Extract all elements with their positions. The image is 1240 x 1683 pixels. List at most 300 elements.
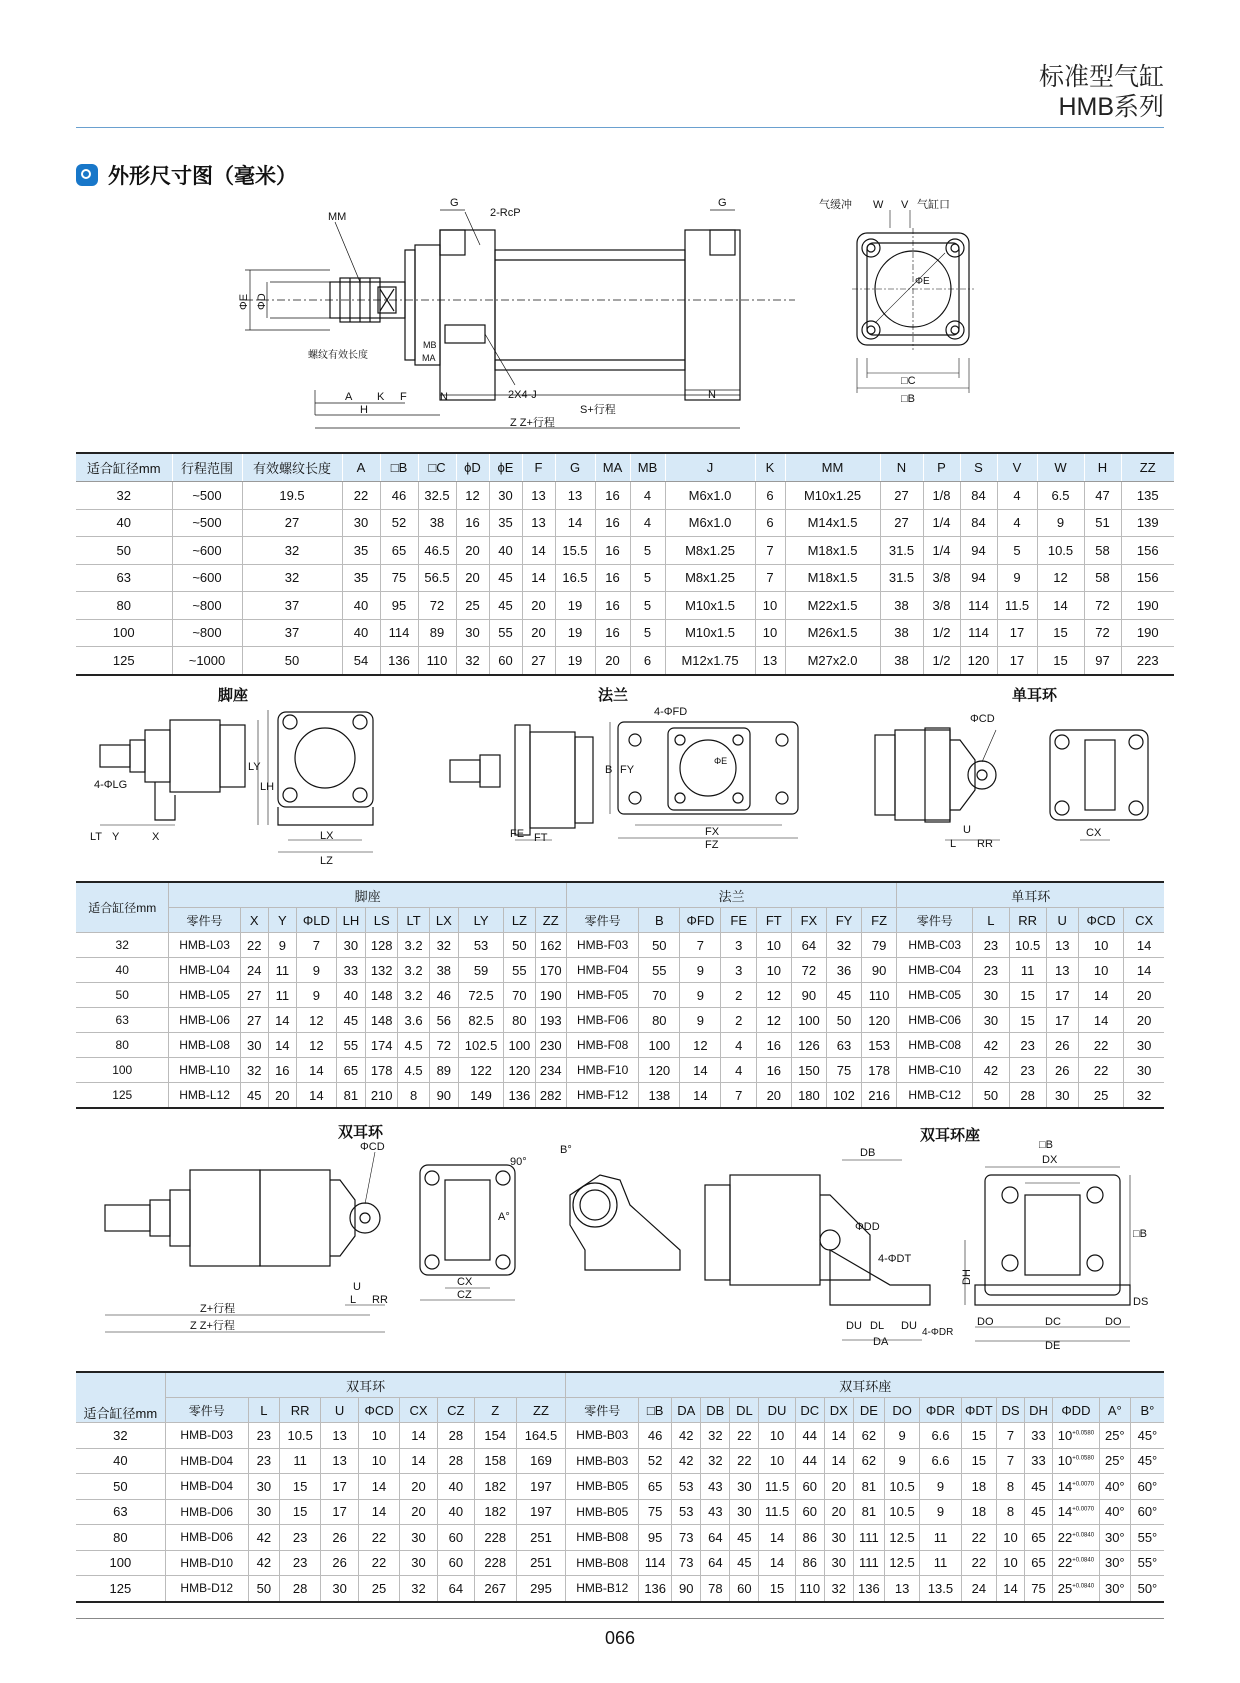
label-k: K [377,391,385,403]
table-cell: 13 [884,1576,919,1602]
label-ly: LY [248,761,261,773]
table-cell: 40 [489,537,522,565]
table-cell: 15 [961,1448,996,1474]
tolerance-upper: +0.084 [1072,1557,1091,1564]
table-cell: 23 [1009,1058,1046,1083]
table-cell: 15 [1009,1008,1046,1033]
table2-header-row [76,908,1164,933]
table-cell: 19 [555,592,595,620]
table-cell: HMB-D03 [165,1423,248,1449]
table-cell: 23 [248,1423,279,1449]
table-cell: 55° [1130,1550,1164,1576]
table-cell: 16 [268,1058,296,1083]
table-cell: 13 [555,482,595,510]
double-ear-base-drawing [498,1135,1160,1355]
table-cell: 32 [701,1448,730,1474]
table-cell: 4.5 [398,1058,429,1083]
table-cell: 27 [240,983,268,1008]
table2-header: 零件号 [897,908,973,933]
table-cell: HMB-L10 [169,1058,240,1083]
table1-header: 适合缸径mm [76,453,172,482]
table-cell: 2 [721,983,757,1008]
table-cell: 50 [242,647,342,675]
table-cell: 30 [1124,1058,1164,1083]
table-cell: 17 [1046,983,1078,1008]
table-cell: 110 [418,647,456,675]
single-ear-drawing [870,700,1160,860]
label-w: W [873,199,884,211]
label-do-right: DO [1105,1316,1122,1328]
table-cell: 9 [296,983,336,1008]
table-cell: 156 [1121,564,1174,592]
table-cell: HMB-F10 [566,1058,638,1083]
table3-header: □B [639,1398,672,1423]
table-cell: 80 [76,592,172,620]
table-cell: 22 [358,1525,400,1551]
table-cell: HMB-F05 [566,983,638,1008]
table-cell: 40 [76,509,172,537]
table-cell: HMB-L05 [169,983,240,1008]
table2-header: Y [268,908,296,933]
label-lt: LT [90,831,103,843]
table-cell: 50 [504,933,535,958]
table-cell: 3.2 [398,983,429,1008]
table-cell: 139 [1121,509,1174,537]
table-cell: 33 [336,958,365,983]
table2-header: FT [757,908,792,933]
table2-header: 零件号 [566,908,638,933]
table-cell: 125 [76,1083,169,1109]
table-cell: HMB-D06 [165,1525,248,1551]
table-cell: ~600 [172,564,242,592]
table-cell: 30 [730,1499,759,1525]
table-cell: 53 [672,1474,701,1500]
table-cell: 4 [630,509,665,537]
table-cell: 22 [358,1550,400,1576]
table-cell: 111 [853,1550,884,1576]
table-cell: M18x1.5 [785,537,880,565]
table-cell: 75 [827,1058,862,1083]
table-cell: 3/8 [923,592,960,620]
table-cell: 13 [1046,933,1078,958]
table-cell: 24 [240,958,268,983]
table-cell: 136 [380,647,418,675]
table-cell: 148 [365,983,397,1008]
table-cell: HMB-C12 [897,1083,973,1109]
table-cell: M10x1.5 [665,619,755,647]
table-cell: 102.5 [458,1033,503,1058]
table-cell: 10 [757,933,792,958]
table2-header: FE [721,908,757,933]
table-cell: 100 [76,1058,169,1083]
table-cell: 60 [795,1499,824,1525]
table-row [76,983,1164,1008]
tolerance-upper: +0.007 [1072,1481,1091,1488]
table-cell: 7 [997,1448,1025,1474]
table-cell: 56.5 [418,564,456,592]
table-cell: 13 [321,1448,358,1474]
table-cell: 45 [730,1550,759,1576]
label-n-right: N [708,389,716,401]
table-cell: 32 [242,564,342,592]
table-cell: 2 [721,1008,757,1033]
table-cell: 16 [595,619,630,647]
table-cell: 11 [268,958,296,983]
table-cell: 16 [757,1058,792,1083]
table-cell: 153 [861,1033,897,1058]
table-cell: HMB-D12 [165,1576,248,1602]
table1-header: F [522,453,555,482]
label-double-z: Z+行程 [200,1303,236,1315]
tolerance-cell [1053,1448,1100,1474]
table-cell: 30° [1099,1550,1130,1576]
table1-header: □B [380,453,418,482]
title-flange: 法兰 [598,687,629,704]
table-cell: 136 [504,1083,535,1109]
table-cell: 13.5 [920,1576,962,1602]
table2-group-single-ear: 单耳环 [897,882,1164,908]
table-cell: HMB-B03 [566,1423,639,1449]
tolerance-cell [1053,1525,1100,1551]
table-cell: 46 [380,482,418,510]
tolerance-lower: 0 [1090,1557,1095,1564]
dimension-table-main [76,452,1174,676]
table-cell: 31.5 [880,537,923,565]
table2-header: FX [791,908,827,933]
table-cell: 90 [791,983,827,1008]
table-cell: 3.2 [398,958,429,983]
label-a: A [345,391,353,403]
table3-header-row [76,1398,1164,1423]
table1-header: H [1084,453,1121,482]
table-cell: 72.5 [458,983,503,1008]
table-cell: 15 [1037,647,1084,675]
table-cell: 37 [242,619,342,647]
table2-group-row [76,882,1164,908]
table-cell: 23 [1009,1033,1046,1058]
table-cell: 15 [759,1576,795,1602]
table-cell: 10 [1078,933,1123,958]
table-cell: 14 [759,1525,795,1551]
table-cell: 8 [398,1083,429,1109]
label-f: F [400,391,407,403]
label-g-right: G [718,197,727,209]
table-cell: 13 [755,647,785,675]
table-cell: 149 [458,1083,503,1109]
table-cell: 30 [489,482,522,510]
table3-header: DB [701,1398,730,1423]
table-cell: 60 [795,1474,824,1500]
label-single-u: U [963,824,971,836]
table-cell: 228 [475,1525,517,1551]
table-cell: 20 [757,1083,792,1109]
tolerance-lower: 0 [1090,1430,1095,1437]
table-cell: 30 [240,1033,268,1058]
table-cell: 197 [516,1499,566,1525]
table-cell: 81 [336,1083,365,1109]
table-cell: 132 [365,958,397,983]
section-bullet-icon [76,164,98,186]
main-cylinder-drawing [238,197,800,440]
table-cell: 63 [76,1499,165,1525]
table-cell: 12 [757,1008,792,1033]
tolerance-base: 22 [1057,1555,1073,1571]
table-cell: 27 [242,509,342,537]
table-cell: 12.5 [884,1525,919,1551]
table-cell: 50 [973,1083,1010,1109]
table-cell: 55° [1130,1525,1164,1551]
table-cell: 17 [997,619,1037,647]
table-cell: 44 [795,1423,824,1449]
table-cell: 125 [76,647,172,675]
label-de: DE [1045,1340,1061,1352]
table-cell: 30 [1046,1083,1078,1109]
table-cell: 7 [755,537,785,565]
table-cell: 65 [639,1474,672,1500]
table-cell: 1/4 [923,537,960,565]
table1-header: ϕD [456,453,489,482]
table-cell: 43 [701,1474,730,1500]
table-cell: 114 [960,619,997,647]
table1-header-row [76,453,1174,482]
table-cell: HMB-B05 [566,1474,639,1500]
title-double-ear: 双耳环 [338,1124,384,1141]
table-cell: 228 [475,1550,517,1576]
table-cell: 45 [240,1083,268,1109]
header-divider [76,127,1164,128]
table-cell: 15 [1009,983,1046,1008]
label-ma: MA [422,353,436,363]
title-single-ear: 单耳环 [1012,687,1058,704]
table-row [76,933,1164,958]
label-dh: DH [961,1269,973,1285]
table-cell: 14 [296,1083,336,1109]
table-cell: 10 [358,1448,400,1474]
label-base-sq-b-side: □B [1133,1228,1147,1240]
table-cell: 11 [268,983,296,1008]
table-cell: 216 [861,1083,897,1109]
table-cell: 16 [757,1033,792,1058]
table-cell: HMB-D04 [165,1474,248,1500]
label-x: X [152,831,160,843]
table-cell: HMB-L06 [169,1008,240,1033]
title-double-ear-base: 双耳环座 [920,1127,981,1144]
label-double-rr: RR [372,1294,388,1306]
table-cell: 7 [755,564,785,592]
label-2x4-j: 2X4-J [508,389,537,401]
table-cell: 14 [268,1008,296,1033]
table-cell: 11 [920,1550,962,1576]
table-cell: 22 [240,933,268,958]
table-cell: 9 [997,564,1037,592]
table-cell: 45 [336,1008,365,1033]
table-cell: 47 [1084,482,1121,510]
table-cell: 13 [522,509,555,537]
table-cell: 23 [973,933,1010,958]
table-cell: HMB-L12 [169,1083,240,1109]
table-cell: 30 [730,1474,759,1500]
table1-header: W [1037,453,1084,482]
table-row [76,1525,1164,1551]
table-cell: 30° [1099,1576,1130,1602]
table-cell: 27 [240,1008,268,1033]
table-cell: 55 [639,958,680,983]
tolerance-lower: 0 [1090,1583,1095,1590]
table-cell: 15 [279,1474,321,1500]
table2-group-foot: 脚座 [169,882,567,908]
table-cell: 122 [458,1058,503,1083]
table1-header: A [342,453,380,482]
table-cell: 14 [268,1033,296,1058]
table-cell: 7 [997,1423,1025,1449]
table-cell: HMB-C04 [897,958,973,983]
table2-header: RR [1009,908,1046,933]
label-phi-d: ΦD [256,293,268,310]
table3-header: DO [884,1398,919,1423]
table1-header: MA [595,453,630,482]
table-cell: 190 [1121,619,1174,647]
table-cell: 50 [76,1474,165,1500]
table-cell: HMB-D10 [165,1550,248,1576]
table-cell: 102 [827,1083,862,1109]
table-cell: 23 [279,1550,321,1576]
title-foot: 脚座 [218,687,249,704]
label-cushion: 气缓冲 [819,199,852,211]
label-h: H [360,404,368,416]
table3-header: ΦCD [358,1398,400,1423]
table-cell: 17 [321,1499,358,1525]
table3-header: Z [475,1398,517,1423]
table-cell: 12 [296,1008,336,1033]
table2-header: CX [1124,908,1164,933]
table-cell: 81 [853,1474,884,1500]
label-dt: 4-ΦDT [878,1253,912,1265]
table3-header: ΦDD [1053,1398,1100,1423]
table-cell: 7 [721,1083,757,1109]
table-cell: 30 [342,509,380,537]
table-cell: 45 [1025,1499,1053,1525]
table2-header: LH [336,908,365,933]
table-cell: 62 [853,1423,884,1449]
table-cell: 11 [1009,958,1046,983]
table-cell: 64 [437,1576,474,1602]
table-cell: 251 [516,1525,566,1551]
table-cell: 38 [418,509,456,537]
label-fx: FX [705,826,720,838]
table-cell: 10 [997,1525,1025,1551]
table1-header: K [755,453,785,482]
table-cell: 4 [630,482,665,510]
table-cell: 22 [961,1550,996,1576]
table2-header: ZZ [535,908,566,933]
table3-header: DU [759,1398,795,1423]
table-cell: HMB-F08 [566,1033,638,1058]
label-single-l: L [950,838,957,850]
table-cell: 58 [1084,564,1121,592]
table-cell: 75 [639,1499,672,1525]
table-cell: 90 [429,1083,458,1109]
table-cell: 80 [504,1008,535,1033]
table-cell: 30 [824,1525,853,1551]
table-cell: M14x1.5 [785,509,880,537]
table-cell: 234 [535,1058,566,1083]
table-cell: 11.5 [997,592,1037,620]
table-cell: 58 [1084,537,1121,565]
table-cell: 30 [321,1576,358,1602]
table-cell: 114 [960,592,997,620]
table-cell: 25 [358,1576,400,1602]
table-cell: 42 [973,1033,1010,1058]
table-cell: 32 [240,1058,268,1083]
table-cell: 26 [1046,1033,1078,1058]
table-row [76,1448,1164,1474]
table-cell: 50 [76,983,169,1008]
label-du-left: DU [846,1320,862,1332]
table-cell: 72 [418,592,456,620]
table-cell: 60 [437,1525,474,1551]
label-b-deg: B° [560,1144,572,1156]
table-cell: 63 [76,1008,169,1033]
table-cell: 38 [880,619,923,647]
table-cell: 6.6 [920,1448,962,1474]
table-cell: 100 [504,1033,535,1058]
table-cell: 14 [680,1058,721,1083]
table-cell: 12 [680,1033,721,1058]
table3-header: CX [400,1398,437,1423]
table3-header: A° [1099,1398,1130,1423]
table-cell: 20 [522,592,555,620]
table-cell: 30 [973,1008,1010,1033]
table-cell: 9 [296,958,336,983]
table-cell: 22 [1078,1058,1123,1083]
table-cell: 81 [853,1499,884,1525]
table-cell: 45° [1130,1448,1164,1474]
table-cell: 20 [595,647,630,675]
table-cell: M10x1.5 [665,592,755,620]
table1-header: ϕE [489,453,522,482]
table3-group-row [76,1372,1164,1398]
table-cell: 30 [400,1550,437,1576]
table-cell: 89 [418,619,456,647]
table-cell: 9 [884,1448,919,1474]
table-cell: 43 [701,1499,730,1525]
label-du-right: DU [901,1320,917,1332]
table3-header: B° [1130,1398,1164,1423]
table-cell: 31.5 [880,564,923,592]
table-cell: 75 [380,564,418,592]
table-cell: 295 [516,1576,566,1602]
table3-header: ΦDR [920,1398,962,1423]
label-dd: ΦDD [855,1221,880,1233]
table2-header: ΦCD [1078,908,1123,933]
table-cell: 60° [1130,1474,1164,1500]
label-dc: DC [1045,1316,1061,1328]
table2-header: LS [365,908,397,933]
table1-header: □C [418,453,456,482]
table-cell: 40 [336,983,365,1008]
table-cell: 40 [437,1474,474,1500]
table-cell: 111 [853,1525,884,1551]
label-db: DB [860,1147,876,1159]
table-cell: 16 [595,482,630,510]
tolerance-base: 14 [1057,1478,1073,1494]
table-cell: 9 [680,983,721,1008]
label-lx: LX [320,830,334,842]
table-cell: 42 [672,1423,701,1449]
table-cell: 4 [997,509,1037,537]
table-cell: 22 [342,482,380,510]
table-cell: 14 [1124,933,1164,958]
